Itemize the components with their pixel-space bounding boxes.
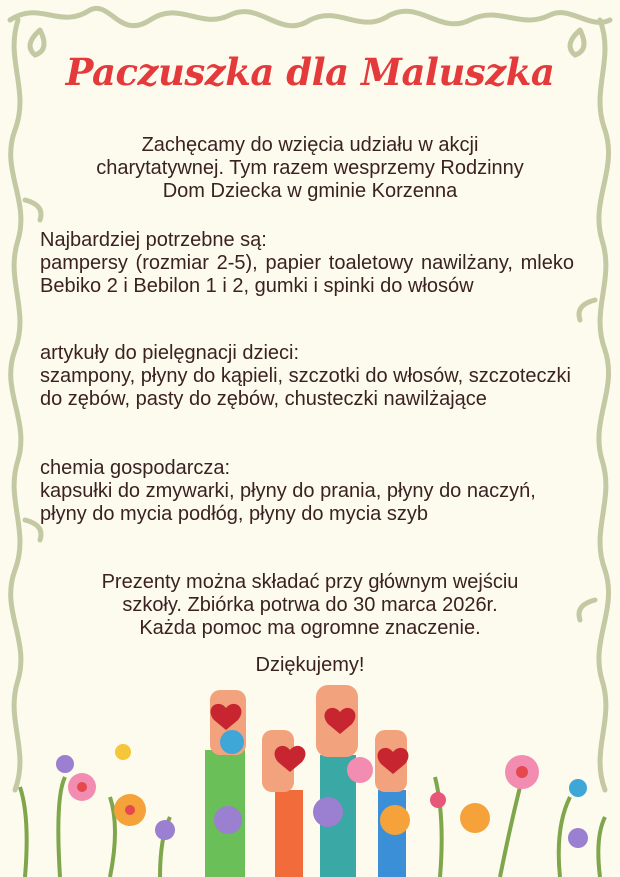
poster-title: Paczuszka dla Maluszka — [65, 50, 555, 94]
intro-line: Zachęcamy do wzięcia udziału w akcji — [141, 134, 479, 156]
section-text: kapsułki do zmywarki, płyny do prania, płyny do naczyń, płyny do mycia podłóg, płyny do mycia szyb — [40, 480, 536, 525]
intro-line: Dom Dziecka w gminie Korzenna — [162, 180, 458, 202]
section-text: pampersy (rozmiar 2-5), papier toaletowy nawilżany, mleko Bebiko 2 i Bebilon 1 i 2, gumki i spinki do włosów — [40, 252, 574, 297]
section-text: szampony, płyny do kąpieli, szczotki do włosów, szczoteczki do zębów, pasty do zębów, chusteczki nawilżające — [40, 365, 571, 410]
section-care — [40, 342, 574, 411]
section-heading: Najbardziej potrzebne są: — [40, 229, 267, 251]
closing-line: szkoły. Zbiórka potrwa do 30 marca 2026r. — [122, 594, 498, 616]
closing-text — [40, 571, 580, 640]
section-heading: artykuły do pielęgnacji dzieci: — [40, 342, 300, 364]
intro-line: charytatywnej. Tym razem wesprzemy Rodzinny — [96, 157, 524, 179]
closing-line: Każda pomoc ma ogromne znaczenie. — [139, 617, 481, 639]
intro-text — [40, 134, 580, 203]
hands-and-flowers-illustration — [20, 685, 605, 877]
section-heading: chemia gospodarcza: — [40, 457, 231, 479]
thanks-text: Dziękujemy! — [255, 654, 365, 676]
section-needs — [40, 229, 574, 298]
closing-line: Prezenty można składać przy głównym wejściu — [101, 571, 519, 593]
section-chemicals — [40, 457, 540, 526]
